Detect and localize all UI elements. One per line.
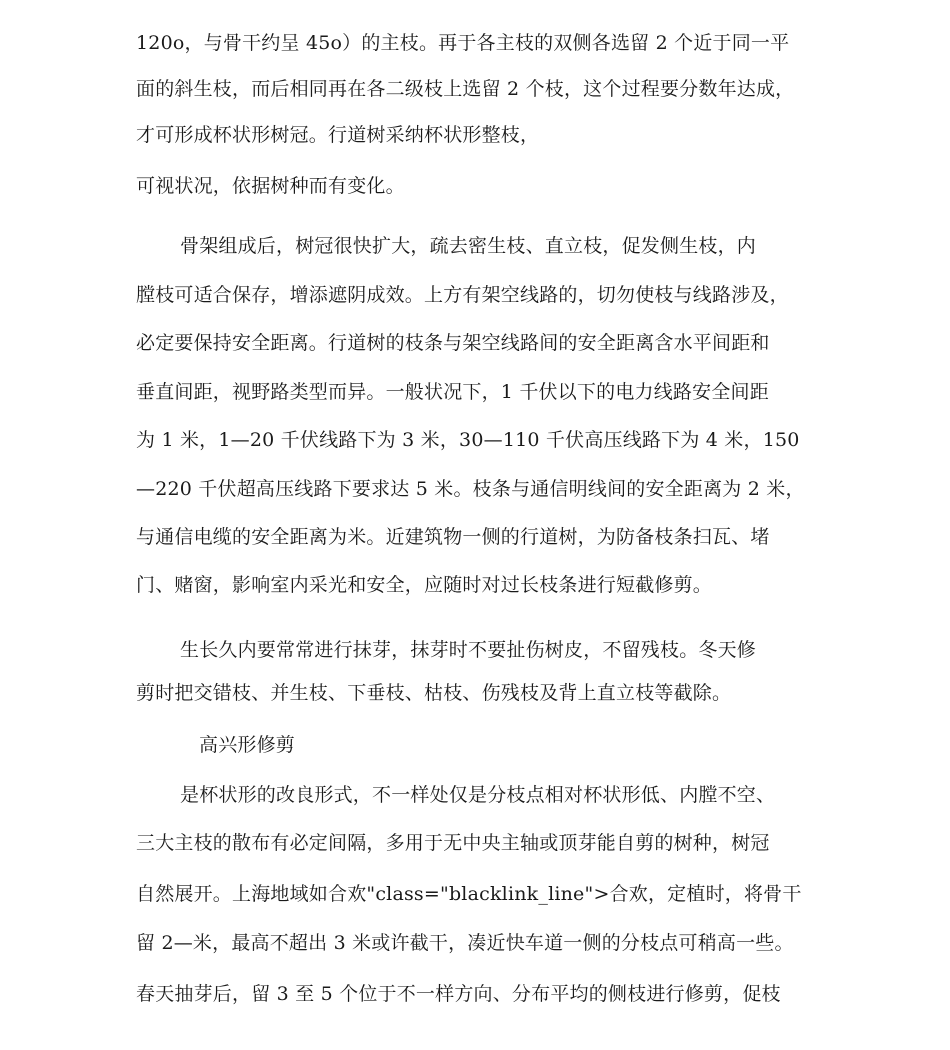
text-line: 才可形成杯状形树冠。行道树采纳杯状形整枝， — [136, 124, 540, 146]
text-line: 必定要保持安全距离。行道树的枝条与架空线路间的安全距离含水平间距和 — [136, 332, 770, 354]
paragraph-first-line: 是杯状形的改良形式，不一样处仅是分枝点相对杯状形低、内膛不空、 — [180, 784, 776, 806]
text-line: 与通信电缆的安全距离为米。近建筑物一侧的行道树，为防备枝条扫瓦、堵 — [136, 526, 770, 548]
text-line: 可视状况，依据树种而有变化。 — [136, 175, 405, 197]
text-line: 自然展开。上海地域如合欢"class="blacklink_line">合欢，定植时，将骨干 — [136, 883, 802, 905]
text-line: 留 2—米，最高不超出 3 米或许截干，凑近快车道一侧的分枝点可稍高一些。 — [136, 932, 794, 954]
text-line: 为 1 米，1—20 千伏线路下为 3 米，30—110 千伏高压线路下为 4 米，150 — [136, 429, 800, 451]
text-line: 面的斜生枝，而后相同再在各二级枝上选留 2 个枝，这个过程要分数年达成， — [136, 78, 795, 100]
paragraph-first-line: 骨架组成后，树冠很快扩大，疏去密生枝、直立枝，促发侧生枝，内 — [180, 235, 757, 257]
text-line: 春天抽芽后，留 3 至 5 个位于不一样方向、分布平均的侧枝进行修剪，促枝 — [136, 983, 781, 1005]
text-line: —220 千伏超高压线路下要求达 5 米。枝条与通信明线间的安全距离为 2 米， — [136, 478, 805, 500]
text-line: 120o，与骨干约呈 45o）的主枝。再于各主枝的双侧各选留 2 个近于同一平 — [136, 32, 790, 54]
paragraph-first-line: 生长久内要常常进行抹芽，抹芽时不要扯伤树皮，不留残枝。冬天修 — [180, 639, 757, 661]
text-line: 剪时把交错枝、并生枝、下垂枝、枯枝、伤残枝及背上直立枝等截除。 — [136, 682, 732, 704]
text-line: 膛枝可适合保存，增添遮阴成效。上方有架空线路的，切勿使枝与线路涉及， — [136, 284, 789, 306]
section-heading: 高兴形修剪 — [199, 734, 296, 756]
text-line: 三大主枝的散布有必定间隔，多用于无中央主轴或顶芽能自剪的树种，树冠 — [136, 832, 770, 854]
text-line: 门、赌窗，影响室内采光和安全，应随时对过长枝条进行短截修剪。 — [136, 574, 713, 596]
text-line: 垂直间距，视野路类型而异。一般状况下，1 千伏以下的电力线路安全间距 — [136, 381, 769, 403]
